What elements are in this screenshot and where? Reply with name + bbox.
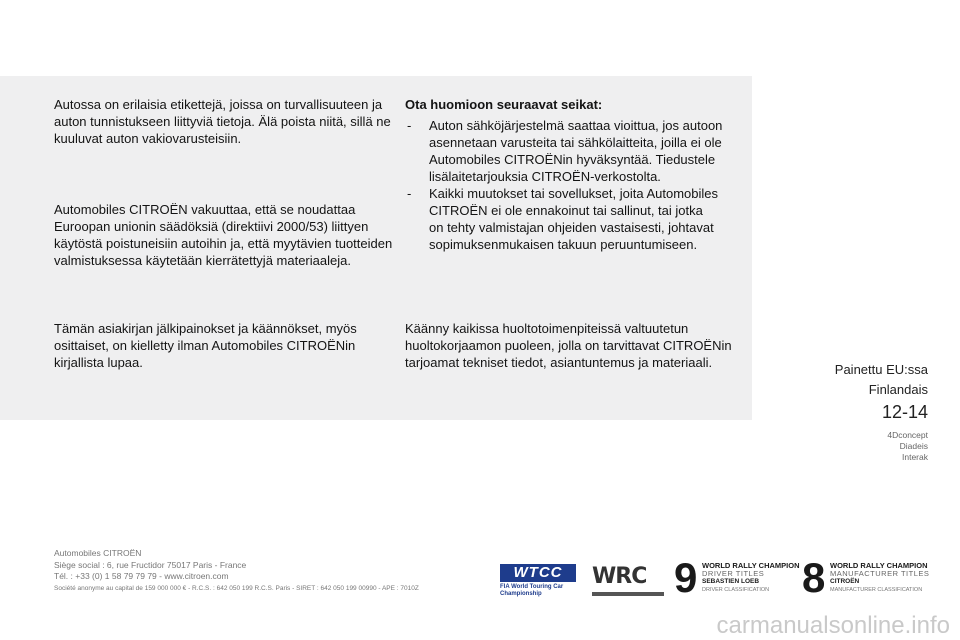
driver-titles-line4: DRIVER CLASSIFICATION	[702, 587, 770, 593]
printed-in-eu: Painettu EU:ssa	[834, 362, 928, 377]
driver-titles-count: 9	[674, 554, 698, 601]
notice-bullet-2	[407, 185, 767, 255]
manufacturer-titles-count: 8	[802, 554, 826, 601]
driver-titles-text	[702, 562, 800, 594]
manufacturer-titles-line1: WORLD RALLY CHAMPION	[830, 561, 928, 570]
bullet-text: Kaikki muutokset tai sovellukset, joita Automobiles CITROËN ei ole ennakoinut tai sallinut, tai jotka on tehty valmistajan ohjeiden vastaisesti, johtavat sopimuksenmukaisen takuun peruuntumiseen.	[429, 186, 719, 252]
driver-titles-line3: SEBASTIEN LOEB	[702, 578, 760, 585]
bullet-text: Auton sähköjärjestelmä saattaa vioittua, jos autoon asennetaan varusteita tai sähkölaitteita, joilla ei ole Automobiles CITROËNin hyväksyntää. Tiedustele lisälaitetarjouksia CITROËN-verkostolta.	[429, 118, 723, 184]
manufacturer-titles-text	[830, 562, 929, 594]
language-label: Finlandais	[868, 382, 928, 397]
notice-heading: Ota huomioon seuraavat seikat:	[405, 97, 603, 112]
company-address: Siège social : 6, rue Fructidor 75017 Paris - France	[54, 559, 247, 570]
notice-bullet-1	[407, 117, 767, 187]
wtcc-logo	[500, 560, 580, 600]
manufacturer-titles-line4: MANUFACTURER CLASSIFICATION	[830, 587, 923, 593]
wrc-logo	[592, 560, 668, 600]
credits: 4Dconcept Diadeis Interak	[887, 430, 928, 462]
wtcc-mark: WTCC	[500, 564, 576, 582]
company-info	[54, 548, 419, 594]
wrc-mark: WRC	[592, 564, 647, 589]
manufacturer-titles-line3: CITROËN	[830, 578, 860, 585]
watermark: carmanualsonline.info	[716, 612, 950, 639]
recycling-paragraph: Automobiles CITROËN vakuuttaa, että se noudattaa Euroopan unionin säädöksiä (direktiivi 2000/53) liittyen käytöstä poistuneisiin autoihin ja, että myytävien tuotteiden valmistuksessa käytetään kierrätettyjä materiaaleja.	[54, 202, 393, 268]
bullet-dash: -	[407, 186, 412, 201]
company-legal: Société anonyme au capital de 159 000 000 € - R.C.S. : 642 050 199 R.C.S. Paris - SIRET : 642 050 199 00990 - APE : 7010Z	[54, 584, 419, 592]
copyright-paragraph: Tämän asiakirjan jälkipainokset ja käännökset, myös osittaiset, on kielletty ilman Automobiles CITROËNin kirjallista lupaa.	[54, 321, 357, 370]
wrc-underline	[592, 592, 664, 596]
wtcc-caption: FIA World Touring Car Championship	[500, 584, 564, 597]
label-info-paragraph: Autossa on erilaisia etikettejä, joissa on turvallisuuteen ja auton tunnistukseen liittyviä tietoja. Älä poista niitä, sillä ne kuuluvat auton vakiovarusteisiin.	[54, 97, 391, 146]
driver-titles-line2: DRIVER TITLES	[702, 569, 765, 578]
page-code: 12-14	[881, 402, 928, 422]
driver-titles-logo	[674, 554, 800, 601]
driver-titles-line1: WORLD RALLY CHAMPION	[702, 561, 800, 570]
manufacturer-titles-logo	[802, 554, 932, 601]
company-name: Automobiles CITROËN	[54, 548, 142, 558]
bullet-dash: -	[407, 118, 412, 133]
service-paragraph: Käänny kaikissa huoltotoimenpiteissä valtuutetun huoltokorjaamon puoleen, jolla on tarvittavat CITROËNin tarjoamat tekniset tiedot, asiantuntemus ja materiaali.	[405, 321, 732, 370]
manufacturer-titles-line2: MANUFACTURER TITLES	[830, 569, 930, 578]
company-phone: Tél. : +33 (0) 1 58 79 79 79 - www.citroen.com	[54, 571, 229, 581]
